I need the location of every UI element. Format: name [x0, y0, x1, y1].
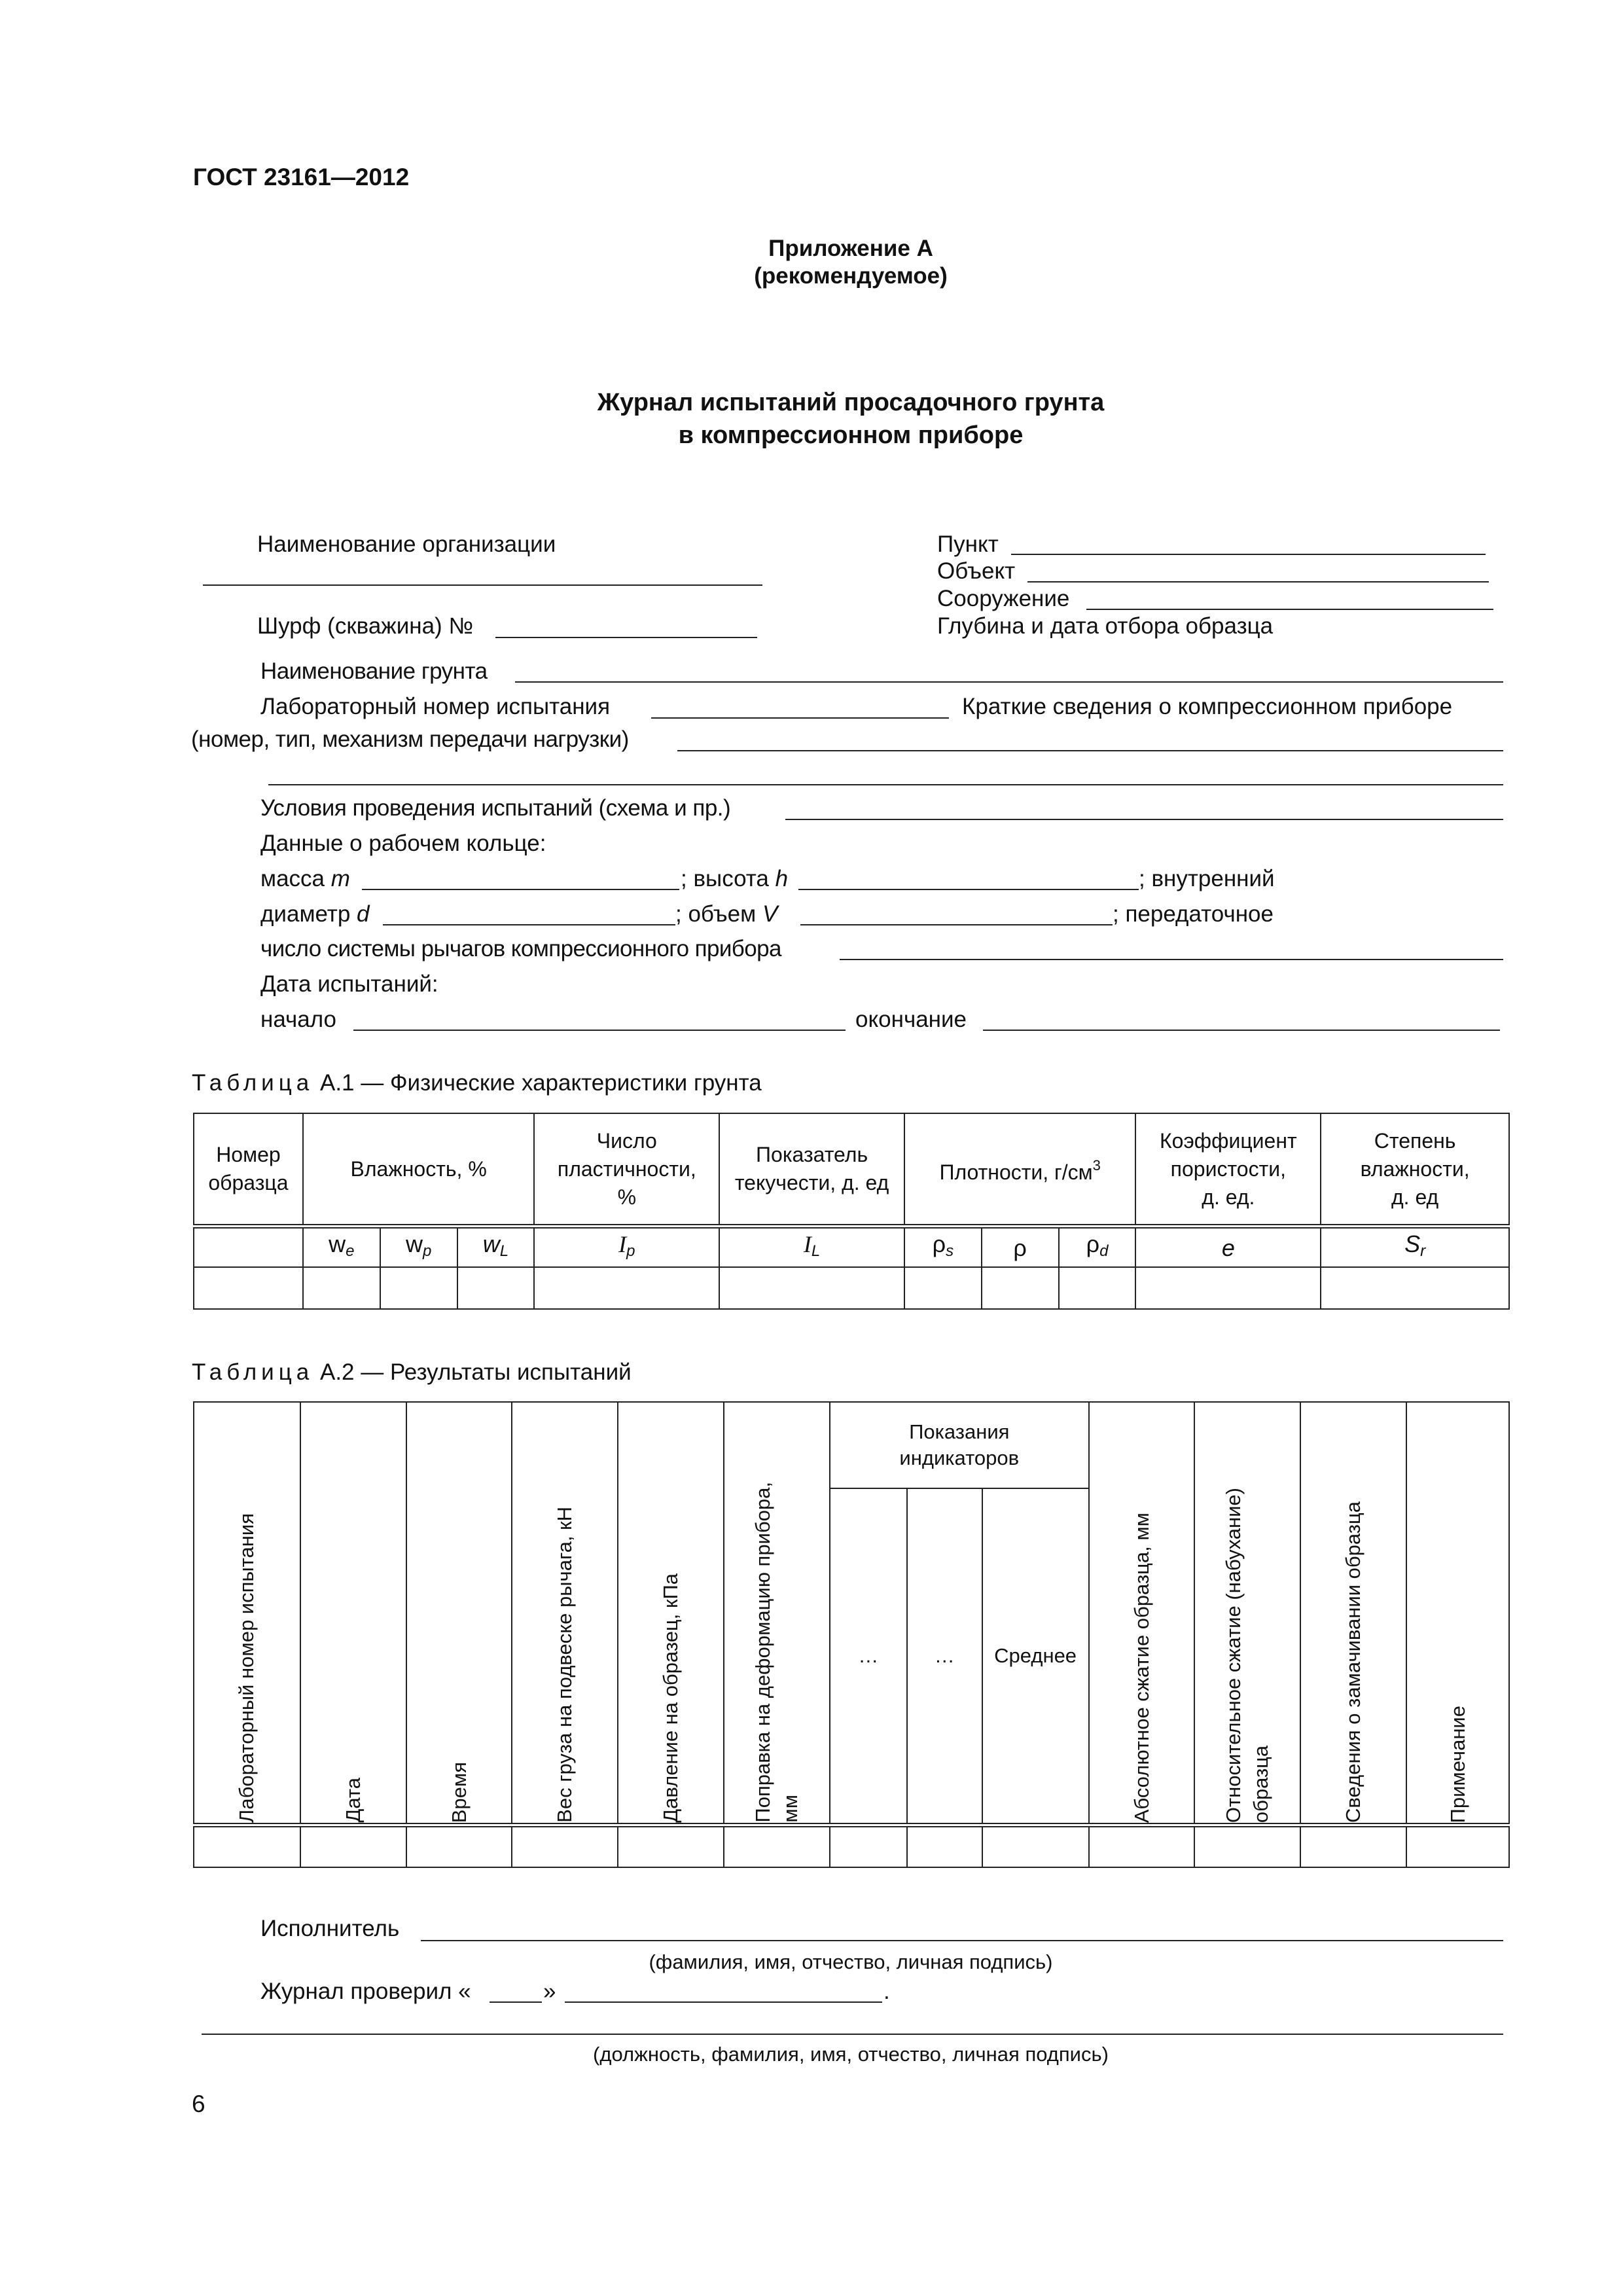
- device-detail-field-line-2[interactable]: [268, 784, 1503, 785]
- cell[interactable]: [534, 1267, 719, 1309]
- appendix-type: (рекомендуемое): [754, 263, 948, 289]
- header-fluidity: Показатель текучести, д. ед: [719, 1113, 904, 1227]
- lever-label: число системы рычагов компрессионного прибора: [260, 936, 781, 961]
- cell[interactable]: [1321, 1267, 1509, 1309]
- grunt-name-field-line[interactable]: [515, 681, 1503, 683]
- journal-title-line2: в компрессионном приборе: [678, 422, 1024, 449]
- col-soaking: Сведения о замачивании образца: [1300, 1402, 1406, 1825]
- symbol-il: $I_L$: [719, 1227, 904, 1268]
- cell[interactable]: [1300, 1825, 1406, 1868]
- symbol-wl: $w_L$: [457, 1227, 535, 1268]
- table-a1: [193, 1113, 1510, 1310]
- cell[interactable]: [512, 1825, 618, 1868]
- symbol-rho-s: $\rho_s$: [904, 1227, 982, 1268]
- end-label: окончание: [855, 1007, 967, 1032]
- conditions-field-line[interactable]: [785, 819, 1503, 820]
- cell[interactable]: [904, 1267, 982, 1309]
- symbol-sr: $S_r$: [1321, 1227, 1509, 1268]
- cell[interactable]: [830, 1825, 907, 1868]
- symbol-sample: [194, 1227, 303, 1268]
- cell[interactable]: [1135, 1267, 1321, 1309]
- obekt-field-line[interactable]: [1027, 581, 1489, 583]
- checked-quote: »: [543, 1979, 556, 2004]
- device-detail-field-line[interactable]: [677, 750, 1503, 751]
- cell[interactable]: [1089, 1825, 1195, 1868]
- cell[interactable]: [719, 1267, 904, 1309]
- table1-caption: Таблица А.1 — Физические характеристики грунта: [192, 1070, 762, 1096]
- sooruzhenie-field-line[interactable]: [1086, 609, 1493, 610]
- executor-label: Исполнитель: [260, 1916, 400, 1941]
- diameter-field-line[interactable]: [383, 924, 675, 925]
- start-field-line[interactable]: [353, 1030, 846, 1031]
- col-absolute: Абсолютное сжатие образца, мм: [1089, 1402, 1195, 1825]
- col-time: Время: [406, 1402, 512, 1825]
- table-a2: [193, 1401, 1510, 1868]
- cell[interactable]: [1059, 1267, 1136, 1309]
- cell[interactable]: [724, 1825, 830, 1868]
- org-field-line[interactable]: [203, 584, 762, 586]
- appendix-title: Приложение А: [768, 236, 933, 261]
- checked-end: .: [883, 1979, 890, 2004]
- test-dates-label: Дата испытаний:: [260, 971, 438, 997]
- symbol-rho: ρ: [982, 1227, 1059, 1268]
- table-row: [194, 1825, 1509, 1868]
- cell[interactable]: [618, 1825, 724, 1868]
- symbol-rho-d: $\rho_d$: [1059, 1227, 1136, 1268]
- cell[interactable]: [380, 1267, 457, 1309]
- col-correction: Поправка на деформацию прибора, мм: [724, 1402, 830, 1825]
- sooruzhenie-label: Сооружение: [937, 586, 1070, 611]
- conditions-label: Условия проведения испытаний (схема и пр.): [260, 795, 731, 821]
- cell[interactable]: [982, 1267, 1059, 1309]
- cell[interactable]: [303, 1267, 380, 1309]
- col-pressure: Давление на образец, кПа: [618, 1402, 724, 1825]
- col-weight: Вес груза на подвеске рычага, кН: [512, 1402, 618, 1825]
- lab-number-label: Лабораторный номер испытания: [260, 694, 611, 719]
- diameter-label: диаметр d: [260, 901, 370, 927]
- mass-field-line[interactable]: [362, 889, 679, 890]
- shurf-field-line[interactable]: [495, 637, 757, 638]
- ring-data-label: Данные о рабочем кольце:: [260, 831, 546, 856]
- checked-label: Журнал проверил «: [260, 1979, 471, 2004]
- height-field-line[interactable]: [798, 889, 1139, 890]
- col-lab-number: Лабораторный номер испытания: [194, 1402, 300, 1825]
- device-info-label: Краткие сведения о компрессионном приборе: [962, 694, 1453, 719]
- standard-number: ГОСТ 23161—2012: [193, 164, 410, 190]
- cell[interactable]: [457, 1267, 535, 1309]
- col-indicator-1: …: [830, 1488, 907, 1825]
- checked-signature-line[interactable]: [202, 2034, 1503, 2035]
- glubina-label: Глубина и дата отбора образца: [937, 613, 1274, 639]
- height-label: ; высота h: [681, 866, 789, 891]
- executor-field-line[interactable]: [421, 1940, 1503, 1941]
- header-saturation: Степень влажности, д. ед: [1321, 1113, 1509, 1227]
- header-density: Плотности, $г/см^3$: [904, 1113, 1136, 1227]
- symbol-ip: $I_p$: [534, 1227, 719, 1268]
- symbol-wp: $w_p$: [380, 1227, 457, 1268]
- cell[interactable]: [406, 1825, 512, 1868]
- transfer-label: ; передаточное: [1113, 901, 1274, 927]
- page-number: 6: [192, 2090, 205, 2117]
- col-indicator-average: Среднее: [982, 1488, 1089, 1825]
- col-date: Дата: [300, 1402, 406, 1825]
- cell[interactable]: [1406, 1825, 1509, 1868]
- col-indicators: Показания индикаторов: [830, 1402, 1089, 1488]
- device-detail-label: (номер, тип, механизм передачи нагрузки): [191, 726, 629, 752]
- checked-field-line[interactable]: [565, 2001, 882, 2003]
- org-label: Наименование организации: [257, 531, 556, 557]
- journal-title-line1: Журнал испытаний просадочного грунта: [597, 389, 1105, 416]
- col-indicator-2: …: [907, 1488, 982, 1825]
- lever-field-line[interactable]: [840, 959, 1503, 960]
- symbol-we: $w_e$: [303, 1227, 380, 1268]
- volume-label: ; объем V: [675, 901, 778, 927]
- table-row: [194, 1267, 1509, 1309]
- shurf-label: Шурф (скважина) №: [257, 613, 473, 639]
- punkt-field-line[interactable]: [1011, 554, 1486, 555]
- cell[interactable]: [1194, 1825, 1300, 1868]
- cell[interactable]: [982, 1825, 1089, 1868]
- punkt-label: Пункт: [937, 531, 999, 557]
- checked-caption: (должность, фамилия, имя, отчество, личная подпись): [593, 2043, 1109, 2066]
- cell[interactable]: [300, 1825, 406, 1868]
- header-moisture: Влажность, %: [303, 1113, 535, 1227]
- obekt-label: Объект: [937, 558, 1016, 584]
- cell[interactable]: [194, 1825, 300, 1868]
- cell[interactable]: [907, 1825, 982, 1868]
- header-plasticity: Число пластичности, %: [534, 1113, 719, 1227]
- executor-caption: (фамилия, имя, отчество, личная подпись): [649, 1950, 1053, 1973]
- col-relative: Относительное сжатие (набухание) образца: [1194, 1402, 1300, 1825]
- cell[interactable]: [194, 1267, 303, 1309]
- header-porosity: Коэффициент пористости, д. ед.: [1135, 1113, 1321, 1227]
- lab-number-field-line[interactable]: [651, 717, 949, 719]
- grunt-name-label: Наименование грунта: [260, 658, 488, 684]
- end-field-line[interactable]: [983, 1030, 1500, 1031]
- symbol-e: e: [1135, 1227, 1321, 1268]
- mass-label: масса m: [260, 866, 350, 891]
- table2-caption: Таблица А.2 — Результаты испытаний: [192, 1359, 632, 1385]
- volume-field-line[interactable]: [800, 924, 1113, 925]
- checked-day-line[interactable]: [490, 2001, 542, 2003]
- header-sample: Номер образца: [194, 1113, 303, 1227]
- inner-label: ; внутренний: [1139, 866, 1275, 891]
- col-note: Примечание: [1406, 1402, 1509, 1825]
- start-label: начало: [260, 1007, 337, 1032]
